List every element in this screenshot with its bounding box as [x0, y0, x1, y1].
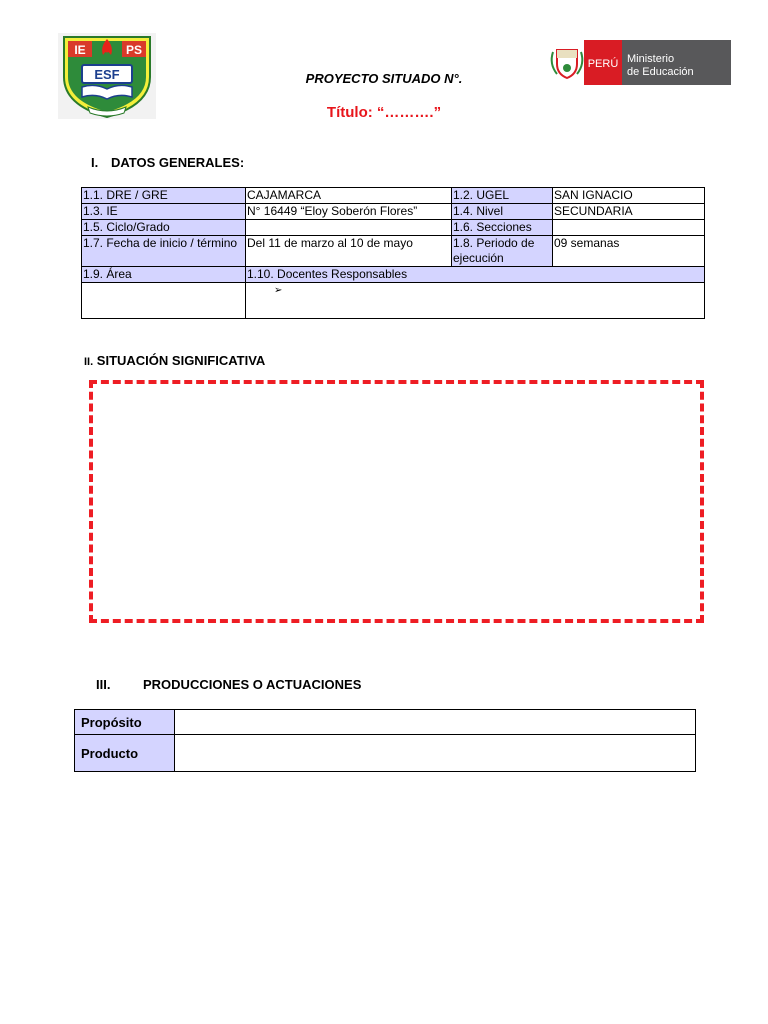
area-label: 1.9. Área [82, 267, 246, 283]
document-title: PROYECTO SITUADO N°. [305, 71, 463, 86]
table-row [75, 710, 696, 735]
area-value [82, 283, 246, 319]
section-3-number: III. [96, 677, 111, 692]
ciclo-grado-value [246, 220, 452, 236]
ugel-label: 1.2. UGEL [452, 188, 553, 204]
table-row [82, 188, 705, 204]
section-1-title: DATOS GENERALES: [111, 155, 245, 170]
ie-value: N° 16449 “Eloy Soberón Flores” [246, 204, 452, 220]
docentes-bullet: ➢ [246, 283, 705, 319]
datos-generales-table [81, 187, 705, 319]
crest-left-text: IE [74, 43, 86, 57]
section-1-heading [91, 155, 244, 170]
ugel-value: SAN IGNACIO [553, 188, 705, 204]
periodo-label: 1.8. Periodo de ejecución [452, 236, 553, 267]
docentes-label: 1.10. Docentes Responsables [246, 267, 705, 283]
section-1-number: I. [91, 155, 99, 170]
nivel-value: SECUNDARIA [553, 204, 705, 220]
table-row [82, 236, 705, 267]
logo-ministry-line2: de Educación [627, 66, 694, 78]
table-row [75, 735, 696, 772]
producto-value[interactable] [175, 735, 696, 772]
proposito-value[interactable] [175, 710, 696, 735]
periodo-value: 09 semanas [553, 236, 705, 267]
section-3-title: PRODUCCIONES O ACTUACIONES [143, 677, 362, 692]
producto-label: Producto [75, 735, 175, 772]
logo-country-text: PERÚ [587, 58, 619, 70]
crest-center-text: ESF [94, 67, 120, 82]
ie-label: 1.3. IE [82, 204, 246, 220]
section-2-number: II. [84, 356, 94, 368]
ciclo-grado-label: 1.5. Ciclo/Grado [82, 220, 246, 236]
crest-right-text: PS [125, 43, 143, 57]
document-subtitle: Título: “……….” [326, 104, 442, 121]
logo-ministry-line1: Ministerio [627, 53, 675, 65]
dre-label: 1.1. DRE / GRE [82, 188, 246, 204]
situacion-significativa-box[interactable] [89, 380, 704, 623]
section-2-title: SITUACIÓN SIGNIFICATIVA [96, 353, 266, 368]
table-row [82, 220, 705, 236]
producciones-table [74, 709, 696, 772]
fecha-value: Del 11 de marzo al 10 de mayo [246, 236, 452, 267]
table-row [82, 283, 705, 319]
table-row [82, 204, 705, 220]
secciones-value [553, 220, 705, 236]
dre-value: CAJAMARCA [246, 188, 452, 204]
table-row [82, 267, 705, 283]
proposito-label: Propósito [75, 710, 175, 735]
nivel-label: 1.4. Nivel [452, 204, 553, 220]
secciones-label: 1.6. Secciones [452, 220, 553, 236]
section-3-heading [96, 677, 361, 692]
section-2-heading [84, 353, 265, 368]
fecha-label: 1.7. Fecha de inicio / término [82, 236, 246, 267]
